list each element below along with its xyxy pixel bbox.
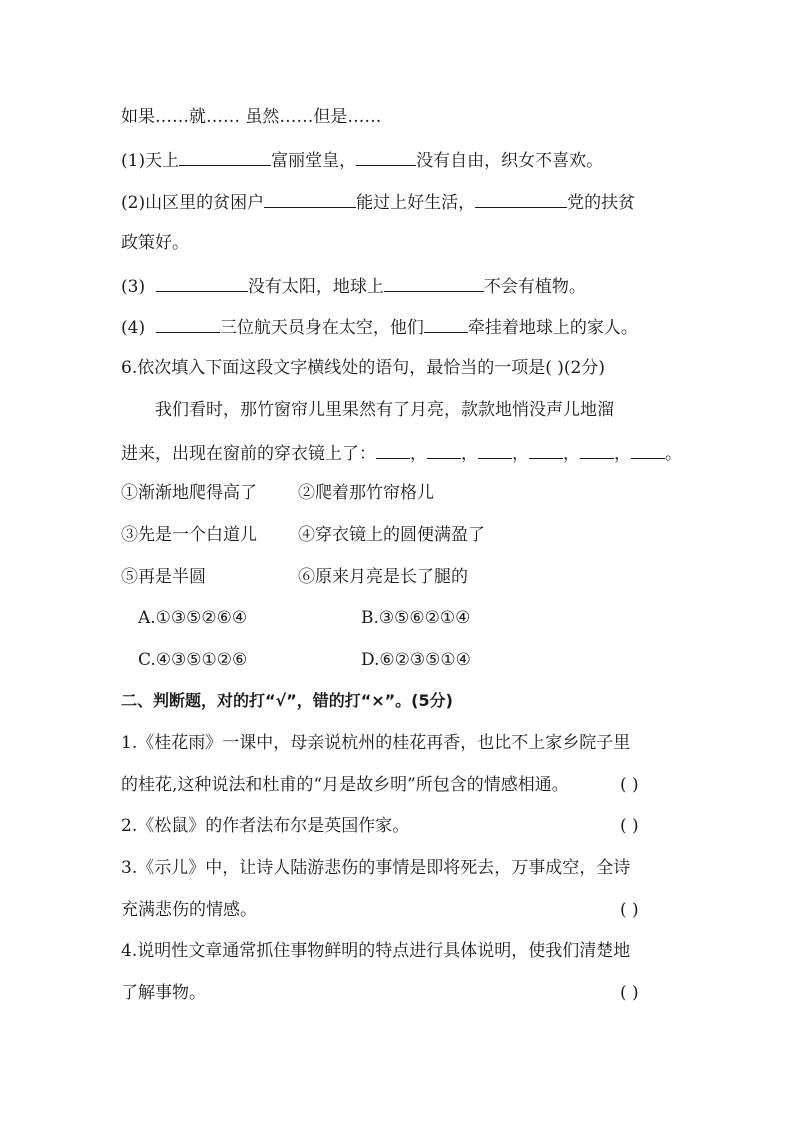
separator: ，: [614, 444, 631, 464]
item-text: 富丽堂皇，: [271, 151, 357, 171]
fill-blank[interactable]: [384, 274, 484, 292]
sentence-option-3: ③先是一个白道儿: [121, 525, 257, 545]
item-text: 天上: [145, 151, 180, 171]
item-text: 党的扶贫: [567, 193, 636, 213]
item-text: 没有太阳，地球上: [247, 277, 384, 297]
fill-blank[interactable]: [424, 315, 468, 333]
fill-blank[interactable]: [475, 190, 567, 208]
judge-item-1-line-1: 1.《桂花雨》一课中，母亲说杭州的桂花再香，也比不上家乡院子里: [121, 733, 631, 753]
item-text: 牵挂着地球上的家人。: [467, 318, 638, 338]
item-text: 三位航天员身在太空，他们: [219, 318, 424, 338]
answer-paren-1[interactable]: ( ): [620, 775, 639, 795]
fill-blank[interactable]: [529, 441, 563, 459]
q5-item-2: [121, 190, 635, 214]
q5-item-4: [121, 315, 638, 339]
q6-question: 6.依次填入下面这段文字横线处的语句，最恰当的一项是( )(2分): [121, 358, 605, 378]
passage-text: 进来，出现在窗前的穿衣镜上了：: [121, 444, 376, 464]
choice-c[interactable]: C.④③⑤①②⑥: [138, 650, 248, 670]
q5-item-3: [121, 274, 586, 298]
choice-a[interactable]: A.①③⑤②⑥④: [138, 608, 248, 628]
item-text: 能过上好生活，: [356, 193, 476, 213]
item-text: 没有自由，织女不喜欢。: [416, 151, 604, 171]
answer-paren-3[interactable]: ( ): [620, 900, 639, 920]
period: 。: [665, 444, 682, 464]
judge-item-4-line-2: 了解事物。: [121, 983, 206, 1003]
separator: ，: [461, 444, 478, 464]
q6-passage-line-2: [121, 441, 682, 465]
item-number: (2): [121, 193, 146, 213]
section-2-title: 二、判断题，对的打“√”，错的打“×”。(5分): [121, 691, 453, 710]
judge-item-2-line-1: 2.《松鼠》的作者法布尔是英国作家。: [121, 816, 410, 836]
item-text: 不会有植物。: [483, 277, 586, 297]
separator: ，: [563, 444, 580, 464]
answer-paren-2[interactable]: ( ): [620, 816, 639, 836]
sentence-option-5: ⑤再是半圆: [121, 567, 206, 587]
judge-item-3-line-2: 充满悲伤的情感。: [121, 900, 257, 920]
connectors-line: 如果……就…… 虽然……但是……: [121, 107, 382, 127]
sentence-option-1: ①渐渐地爬得高了: [121, 483, 257, 503]
fill-blank[interactable]: [580, 441, 614, 459]
separator: ，: [512, 444, 529, 464]
judge-item-4-line-1: 4.说明性文章通常抓住事物鲜明的特点进行具体说明，使我们清楚地: [121, 941, 631, 961]
item-number: (4): [121, 318, 146, 338]
item-number: (3): [121, 277, 146, 297]
answer-paren-4[interactable]: ( ): [620, 983, 639, 1003]
item-text: 山区里的贫困户: [145, 193, 265, 213]
sentence-option-2: ②爬着那竹帘格儿: [298, 483, 434, 503]
fill-blank[interactable]: [156, 274, 248, 292]
fill-blank[interactable]: [179, 148, 271, 166]
judge-item-1-line-2: 的桂花,这种说法和杜甫的“月是故乡明”所包含的情感相通。: [121, 775, 569, 795]
item-number: (1): [121, 151, 146, 171]
q5-item-1: [121, 148, 603, 172]
fill-blank[interactable]: [356, 148, 416, 166]
q5-item-2-cont: 政策好。: [121, 233, 189, 253]
fill-blank[interactable]: [376, 441, 410, 459]
separator: ，: [410, 444, 427, 464]
sentence-option-4: ④穿衣镜上的圆便满盈了: [298, 525, 485, 545]
fill-blank[interactable]: [156, 315, 220, 333]
judge-item-3-line-1: 3.《示儿》中，让诗人陆游悲伤的事情是即将死去，万事成空，全诗: [121, 858, 631, 878]
fill-blank[interactable]: [264, 190, 356, 208]
sentence-option-6: ⑥原来月亮是长了腿的: [298, 567, 468, 587]
choice-d[interactable]: D.⑥②③⑤①④: [361, 650, 471, 670]
choice-b[interactable]: B.③⑤⑥②①④: [361, 608, 471, 628]
fill-blank[interactable]: [478, 441, 512, 459]
q6-passage-line-1: 我们看时，那竹窗帘儿里果然有了月亮，款款地悄没声儿地溜: [155, 400, 614, 420]
fill-blank[interactable]: [427, 441, 461, 459]
fill-blank[interactable]: [631, 441, 665, 459]
